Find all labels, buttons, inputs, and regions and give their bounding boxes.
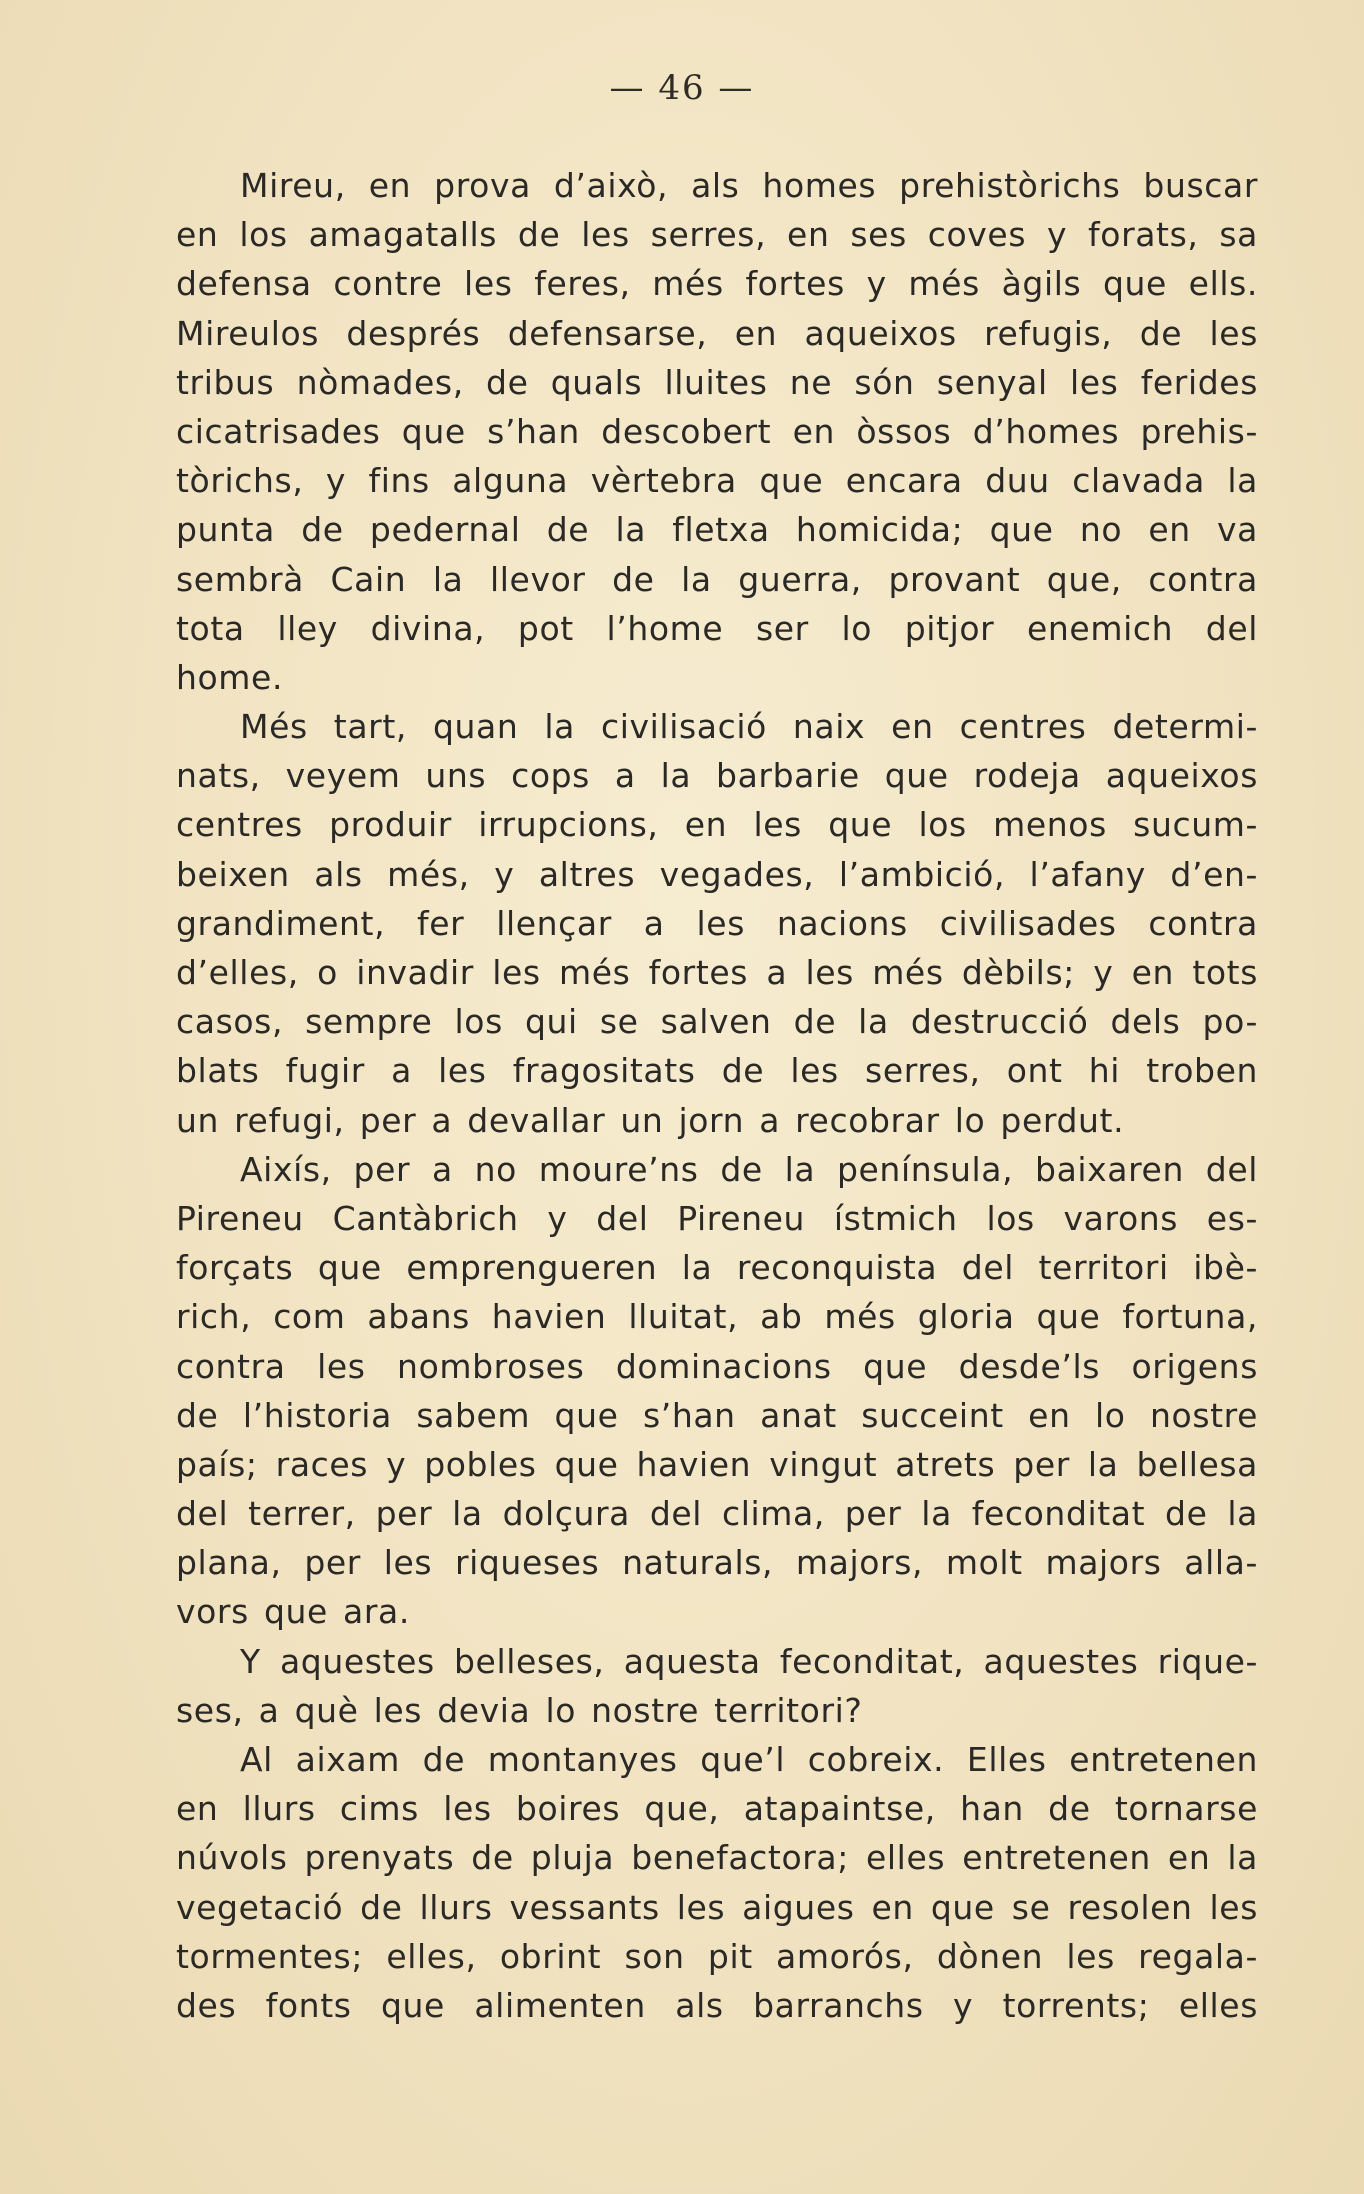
text-line: Y aquestes belleses, aquesta feconditat, aquestes rique- — [240, 1641, 1258, 1681]
text-line: un refugi, per a devallar un jorn a recobrar lo perdut. — [176, 1100, 1125, 1140]
text-line: del terrer, per la dolçura del clima, per la feconditat de la — [176, 1494, 1258, 1534]
text-line: forçats que emprengueren la reconquista del territori ibè- — [176, 1248, 1258, 1288]
text-line: nats, veyem uns cops a la barbarie que rodeja aqueixos — [176, 756, 1258, 796]
text-line: en los amagatalls de les serres, en ses coves y forats, sa — [176, 215, 1258, 255]
text-line: tota lley divina, pot l’home ser lo pitjor enemich del — [176, 608, 1258, 648]
text-line: d’elles, o invadir les més fortes a les més dèbils; y en tots — [176, 953, 1258, 992]
text-line: tribus nòmades, de quals lluites ne són senyal les ferides — [176, 362, 1258, 402]
text-line: grandiment, fer llençar a les nacions civilisades contra — [176, 903, 1258, 943]
text-line: rich, com abans havien lluitat, ab més gloria que fortuna, — [176, 1297, 1258, 1337]
text-line: Aixís, per a no moure’ns de la península, baixaren del — [240, 1149, 1258, 1189]
text-line: tòrichs, y fins alguna vèrtebra que encara duu clavada la — [176, 461, 1258, 501]
page-number: — 46 — — [609, 68, 755, 108]
text-line: Pireneu Cantàbrich y del Pireneu ístmich los varons es- — [176, 1198, 1258, 1238]
text-line: sembrà Cain la llevor de la guerra, provant que, contra — [176, 559, 1258, 599]
text-line: vors que ara. — [176, 1592, 410, 1632]
body-text — [176, 161, 1258, 2030]
text-line: contra les nombroses dominacions que desde’ls origens — [176, 1346, 1258, 1386]
text-line: punta de pedernal de la fletxa homicida; que no en va — [176, 510, 1258, 550]
text-line: Al aixam de montanyes que’l cobreix. Elles entretenen — [240, 1740, 1258, 1779]
text-line: tormentes; elles, obrint son pit amorós, dònen les regala- — [176, 1936, 1258, 1976]
text-line: Mireu, en prova d’això, als homes prehistòrichs buscar — [240, 166, 1258, 205]
text-line: defensa contre les feres, més fortes y més àgils que ells. — [176, 264, 1258, 304]
text-line: plana, per les riqueses naturals, majors, molt majors alla- — [176, 1543, 1258, 1583]
text-line: home. — [176, 657, 284, 697]
text-line: casos, sempre los qui se salven de la destrucció dels po- — [176, 1002, 1258, 1042]
text-line: de l’historia sabem que s’han anat succeint en lo nostre — [176, 1395, 1258, 1435]
text-line: centres produir irrupcions, en les que los menos sucum- — [176, 805, 1258, 845]
text-line: núvols prenyats de pluja benefactora; elles entretenen en la — [176, 1838, 1258, 1878]
text-line: ses, a què les devia lo nostre territori? — [176, 1690, 863, 1730]
text-line: beixen als més, y altres vegades, l’ambició, l’afany d’en- — [176, 854, 1258, 894]
text-line: Mireulos després defensarse, en aqueixos refugis, de les — [176, 313, 1258, 353]
text-line: Més tart, quan la civilisació naix en centres determi- — [240, 707, 1258, 747]
text-line: vegetació de llurs vessants les aigues en que se resolen les — [176, 1887, 1258, 1927]
text-line: blats fugir a les fragositats de les serres, ont hi troben — [176, 1051, 1258, 1091]
text-line: en llurs cims les boires que, atapaintse, han de tornarse — [176, 1789, 1258, 1829]
text-line: cicatrisades que s’han descobert en òssos d’homes prehis- — [176, 411, 1258, 451]
text-line: des fonts que alimenten als barranchs y torrents; elles — [176, 1985, 1258, 2025]
text-line: país; races y pobles que havien vingut atrets per la bellesa — [176, 1444, 1258, 1484]
